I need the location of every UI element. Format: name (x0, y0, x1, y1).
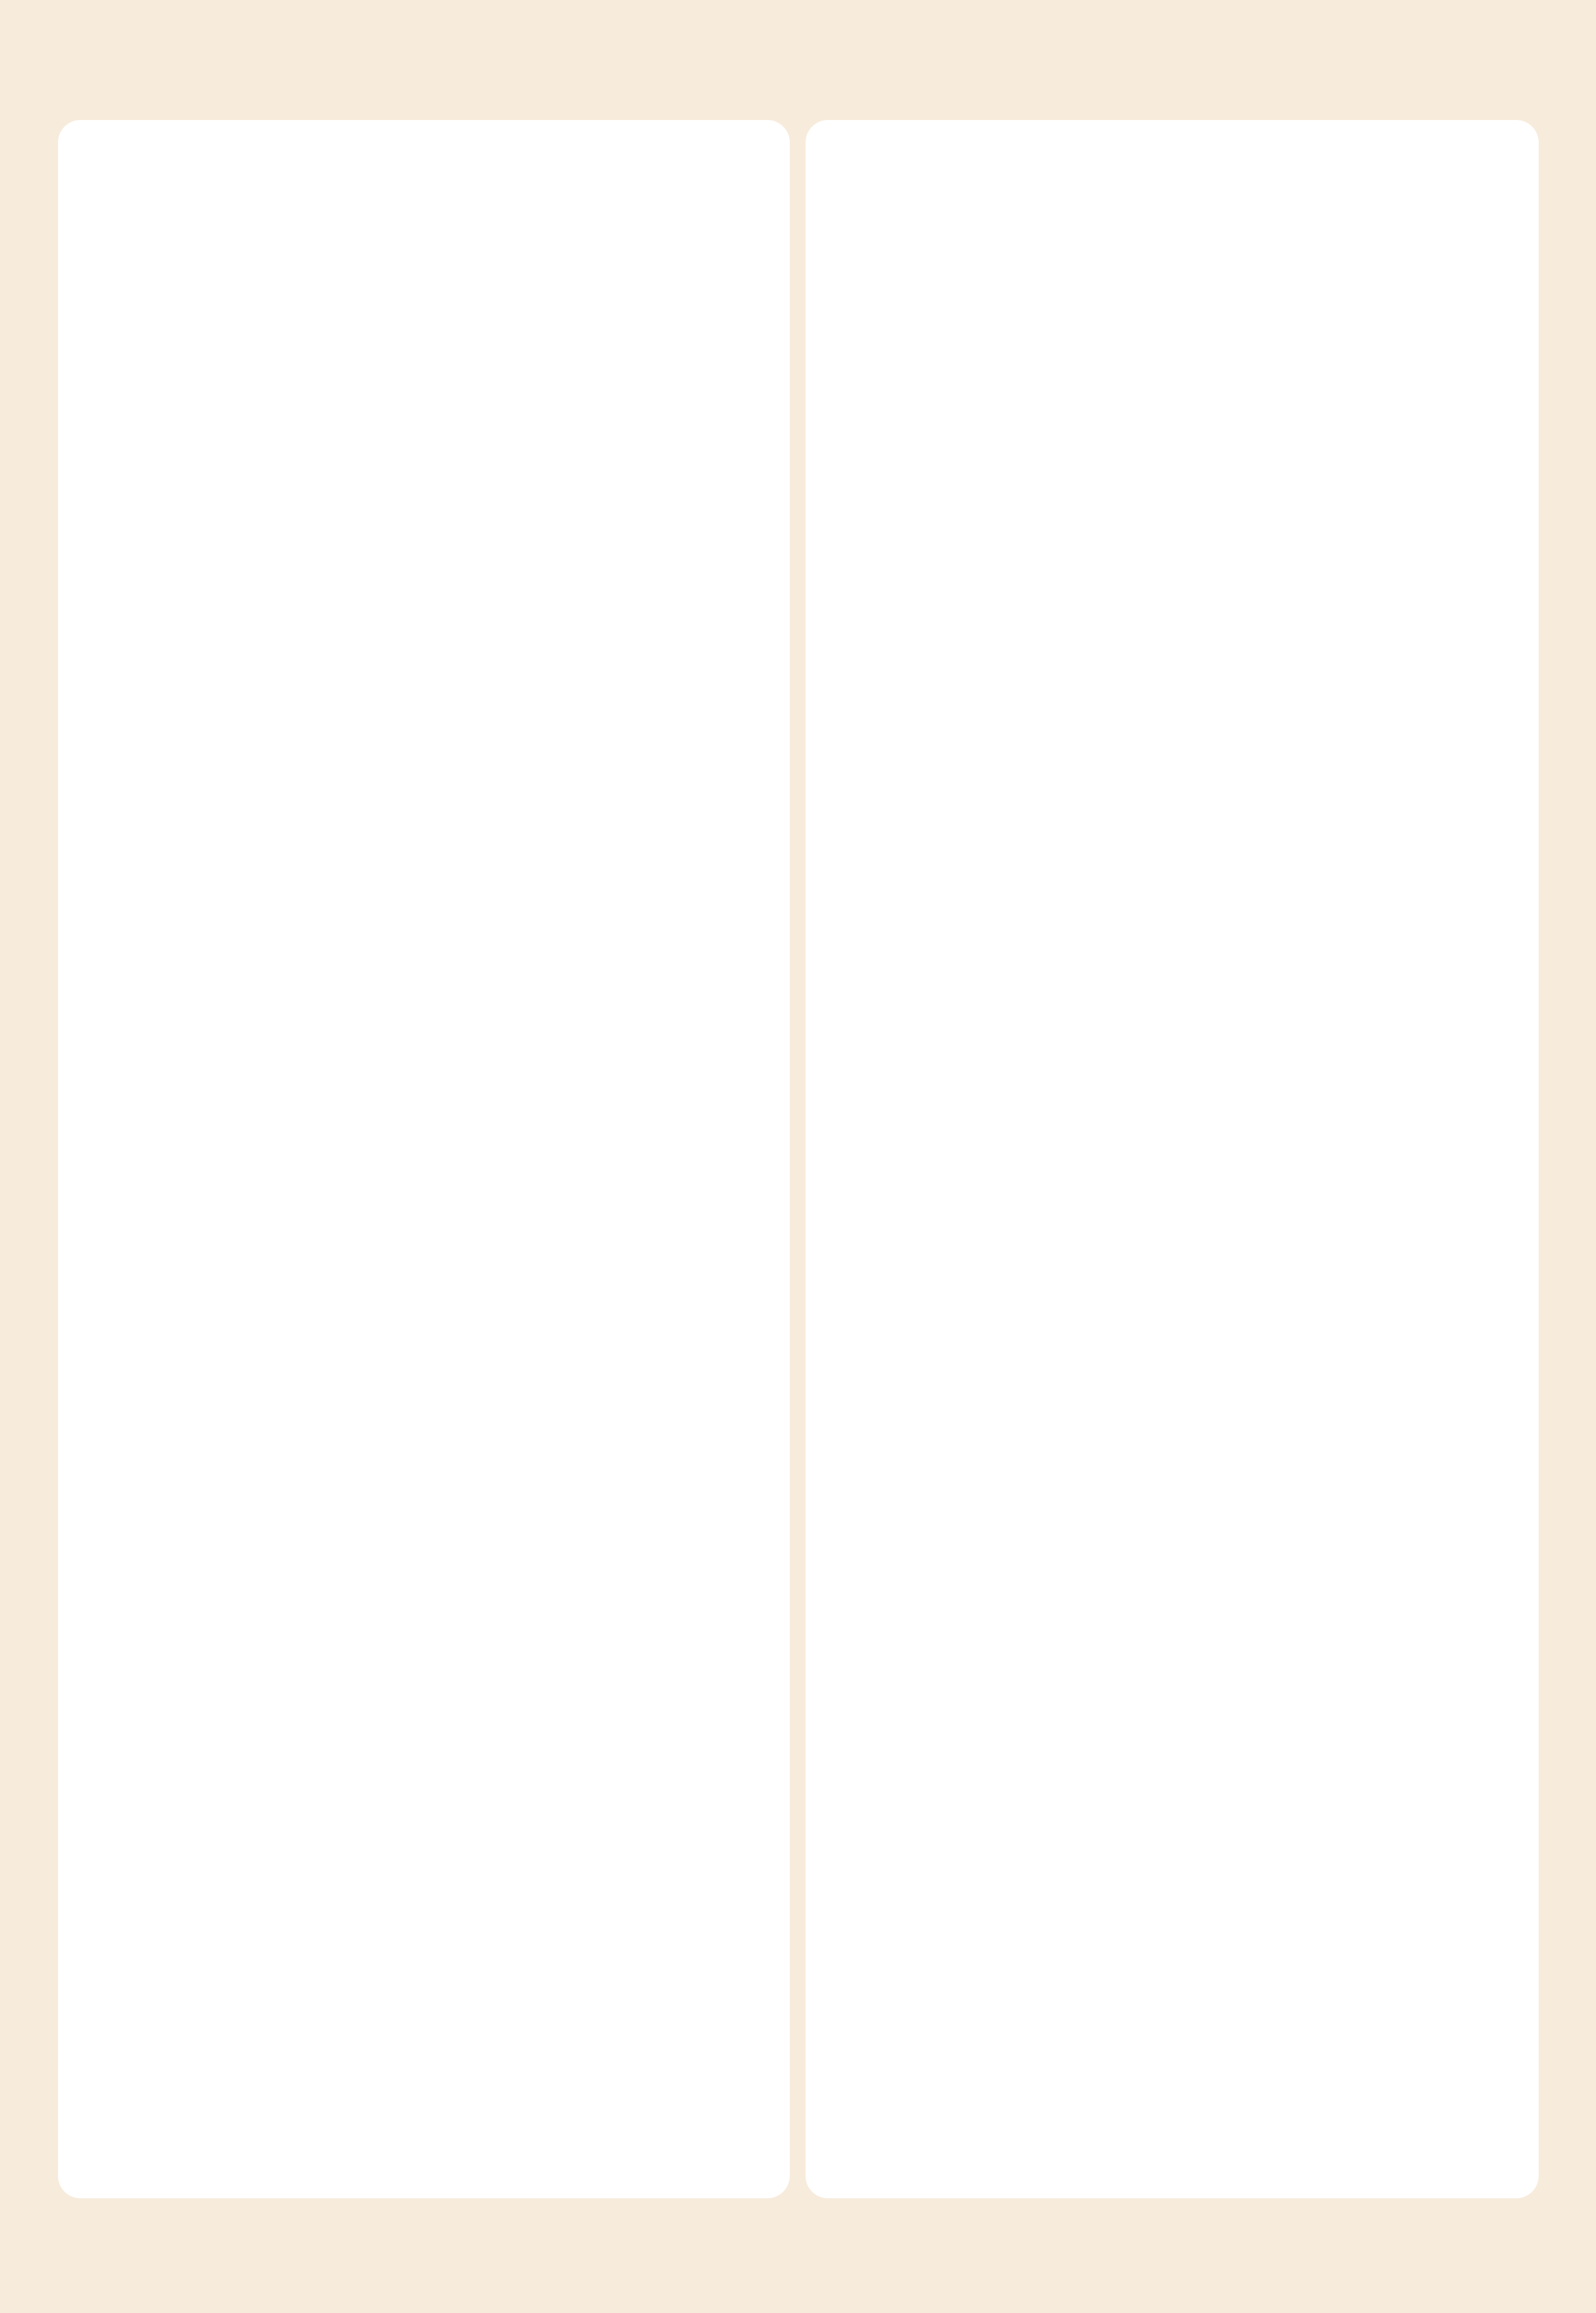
right-panel (806, 120, 1539, 2198)
left-panel (58, 120, 790, 2198)
